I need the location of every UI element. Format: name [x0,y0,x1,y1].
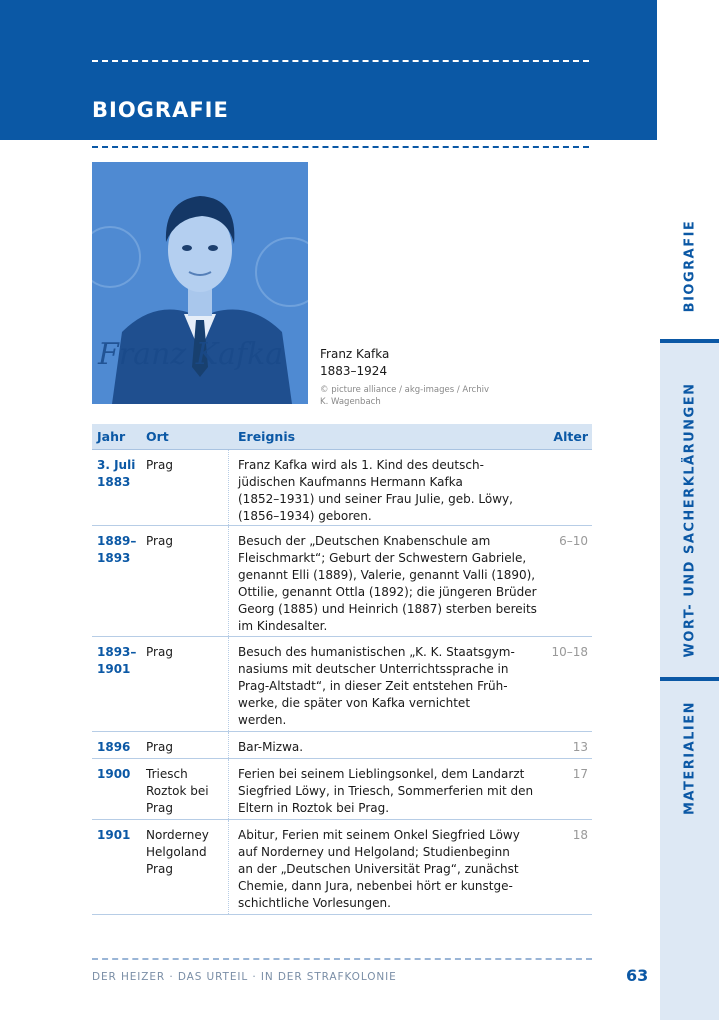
cell-jahr: 3. Juli 1883 [97,458,136,489]
cell-alter: 18 [572,828,588,842]
table-row [92,732,592,759]
column-divider [228,820,230,914]
column-divider [228,450,230,525]
page-header [0,0,657,140]
tab-biografie[interactable] [660,0,719,339]
tab-wort-label: WORT- UND SACHERKLÄRUNGEN [682,382,697,658]
caption-name: Franz Kafka [320,347,390,361]
cell-jahr: 1900 [97,767,131,781]
cell-ereignis: Abitur, Ferien mit seinem Onkel Siegfried Löwy auf Norderney und Helgoland; Studienbeginn an der „Deutschen Universität Prag“, zunächst Chemie, dann Jura, nebenbei hört er kunstge- schichtliche Vorlesungen. [238,828,520,910]
table-row [92,759,592,820]
portrait-illustration [92,162,308,404]
page-number: 63 [626,966,649,985]
header-alter: Alter [553,429,588,444]
footer-book-title: DER HEIZER · DAS URTEIL · IN DER STRAFKOLONIE [92,971,397,983]
header-jahr: Jahr [97,429,126,444]
cell-ort: Triesch Roztok bei Prag [146,767,209,815]
title-dashed-rule [92,146,589,148]
table-row [92,450,592,526]
cell-ort: Prag [146,740,173,754]
column-divider [228,526,230,636]
chapter-tabs [660,0,719,1020]
column-divider [228,732,230,758]
table-row [92,820,592,915]
photo-caption [320,346,520,408]
cell-ereignis: Ferien bei seinem Lieblingsonkel, dem Landarzt Siegfried Löwy, in Triesch, Sommerferien mit den Eltern in Roztok bei Prag. [238,767,534,815]
tab-wort-und-sacherklaerungen[interactable] [660,343,719,677]
tab-materialien-label: MATERIALIEN [682,700,697,816]
cell-jahr: 1901 [97,828,131,842]
table-row [92,526,592,637]
cell-ereignis: Besuch des humanistischen „K. K. Staatsgym- nasiums mit deutscher Unterrichtssprache in Prag-Altstadt“, in dieser Zeit entstehen Früh- werke, die später von Kafka vernichtet werden. [238,645,515,727]
header-ereignis: Ereignis [238,429,296,444]
photo-credit [320,384,520,408]
cell-ort: Norderney Helgoland Prag [146,828,209,876]
photo-credit-line2: K. Wagenbach [320,397,381,407]
table-header-row [92,424,592,450]
caption-years: 1883–1924 [320,364,388,378]
cell-alter: 6–10 [559,534,588,548]
signature-overlay: Franz Kafka [98,337,284,372]
cell-ort: Prag [146,534,173,548]
cell-ort: Prag [146,645,173,659]
cell-alter: 13 [572,740,588,754]
cell-ereignis: Besuch der „Deutschen Knabenschule am Fleischmarkt“; Geburt der Schwestern Gabriele, genannt Elli (1889), Valerie, genannt Valli (1890), Ottilie, genannt Ottla (1892); die jüngeren Brüder Georg (1885) und Heinrich (1887) sterben bereits im Kindesalter. [238,534,537,633]
cell-ereignis: Franz Kafka wird als 1. Kind des deutsch- jüdischen Kaufmanns Hermann Kafka (1852–1931) und seiner Frau Julie, geb. Löwy, (1856–1934) geboren. [238,458,513,523]
table-row [92,637,592,732]
header-dashed-rule [92,60,589,62]
biography-table [92,424,592,915]
cell-alter: 17 [572,767,588,781]
cell-jahr: 1889– 1893 [97,534,137,565]
tab-materialien[interactable] [660,681,719,1020]
photo-credit-line1: © picture alliance / akg-images / Archiv [320,385,489,395]
cell-jahr: 1896 [97,740,131,754]
column-divider [228,759,230,819]
cell-jahr: 1893– 1901 [97,645,137,676]
column-divider [228,637,230,731]
footer-dashed-rule [92,958,592,960]
page-title: BIOGRAFIE [92,98,229,122]
cell-alter: 10–18 [551,645,588,659]
cell-ereignis: Bar-Mizwa. [238,740,304,754]
tab-biografie-label: BIOGRAFIE [682,219,697,313]
header-ort: Ort [146,429,169,444]
cell-ort: Prag [146,458,173,472]
kafka-portrait-photo [92,162,308,404]
